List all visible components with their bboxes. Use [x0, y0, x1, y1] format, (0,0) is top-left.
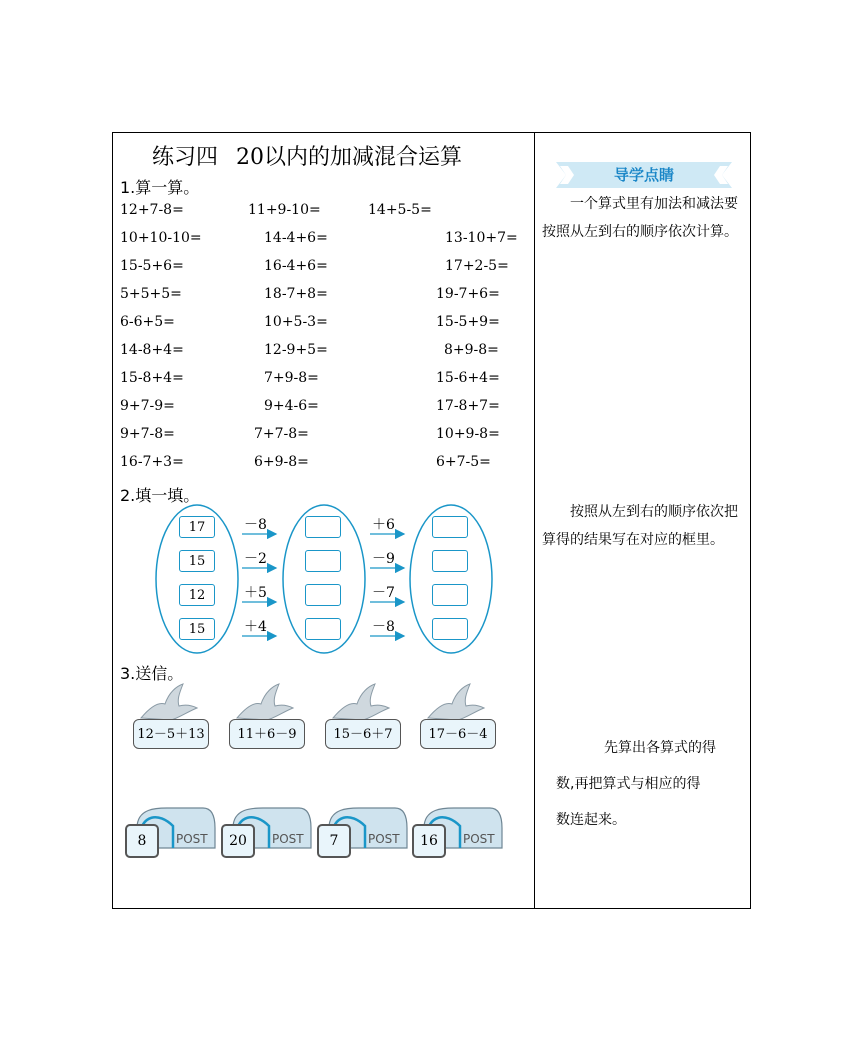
post-label: POST: [176, 832, 208, 846]
operation-label-1: ＋4: [244, 619, 267, 635]
start-number-box: 15: [179, 550, 215, 572]
start-number-box: 12: [179, 584, 215, 606]
post-label: POST: [272, 832, 304, 846]
section3-heading: 3.送信。: [120, 664, 184, 683]
guide-note-2-text: 按照从左到右的顺序依次把算得的结果写在对应的框里。: [542, 504, 738, 548]
operation-label-1: ＋5: [244, 585, 267, 601]
title-number: 20: [236, 145, 265, 170]
equation-item: 15-6+4=: [436, 370, 500, 386]
equation-item: 19-7+6=: [436, 286, 500, 302]
post-label: POST: [463, 832, 495, 846]
operation-label-1: －2: [244, 551, 267, 567]
guide-note-3-line1: 先算出各算式的得: [604, 740, 716, 756]
equation-item: 10+10-10=: [120, 230, 202, 246]
equation-item: 6+9-8=: [254, 454, 309, 470]
operation-label-2: ＋6: [372, 517, 395, 533]
guide-note-1: [542, 190, 742, 246]
post-label: POST: [368, 832, 400, 846]
mailbox-number[interactable]: 8: [125, 824, 159, 858]
equation-item: 10+5-3=: [264, 314, 328, 330]
equation-item: 5+5+5=: [120, 286, 182, 302]
equation-item: 12-9+5=: [264, 342, 328, 358]
guide-note-2: [542, 498, 742, 554]
equation-item: 15-5+9=: [436, 314, 500, 330]
operation-label-2: －7: [372, 585, 395, 601]
guide-banner-text: 导学点睛: [613, 166, 674, 184]
equation-item: 17+2-5=: [445, 258, 509, 274]
equation-item: 14-8+4=: [120, 342, 184, 358]
equation-item: 10+9-8=: [436, 426, 500, 442]
equation-item: 14-4+6=: [264, 230, 328, 246]
operation-label-2: －9: [372, 551, 395, 567]
title-rest: 以内的加减混合运算: [264, 145, 463, 170]
guide-note-3: [542, 730, 742, 838]
equation-item: 16-4+6=: [264, 258, 328, 274]
operation-label-2: －8: [372, 619, 395, 635]
operation-label-1: －8: [244, 517, 267, 533]
equation-item: 18-7+8=: [264, 286, 328, 302]
dove-icon: [141, 684, 197, 720]
mailbox-number[interactable]: 16: [412, 824, 446, 858]
section2-heading: 2.填一填。: [120, 486, 200, 505]
equation-item: 17-8+7=: [436, 398, 500, 414]
equation-item: 7+9-8=: [264, 370, 319, 386]
guide-note-3-line2: 数,再把算式与相应的得: [556, 776, 701, 792]
letter-expression[interactable]: 12－5＋13: [133, 719, 209, 749]
section1-heading: 1.算一算。: [120, 178, 200, 197]
equation-item: 8+9-8=: [444, 342, 499, 358]
equation-item: 15-8+4=: [120, 370, 184, 386]
start-number-box: 17: [179, 516, 215, 538]
letter-expression[interactable]: 17－6－4: [420, 719, 496, 749]
equation-item: 6+7-5=: [436, 454, 491, 470]
equation-item: 15-5+6=: [120, 258, 184, 274]
mailbox-number[interactable]: 7: [317, 824, 351, 858]
title-prefix: 练习四: [152, 145, 219, 170]
equation-item: 9+4-6=: [264, 398, 319, 414]
equation-item: 9+7-9=: [120, 398, 175, 414]
equation-item: 9+7-8=: [120, 426, 175, 442]
dove-icon: [428, 684, 484, 720]
letter-expression[interactable]: 15－6＋7: [325, 719, 401, 749]
equation-item: 16-7+3=: [120, 454, 184, 470]
equation-item: 7+7-8=: [254, 426, 309, 442]
guide-note-1-text: 一个算式里有加法和减法要按照从左到右的顺序依次计算。: [542, 196, 738, 240]
start-number-box: 15: [179, 618, 215, 640]
equation-item: 13-10+7=: [445, 230, 518, 246]
equation-item: 14+5-5=: [368, 202, 432, 218]
dove-icon: [333, 684, 389, 720]
dove-icon: [237, 684, 293, 720]
letter-expression[interactable]: 11＋6－9: [229, 719, 305, 749]
mailbox-number[interactable]: 20: [221, 824, 255, 858]
equation-item: 6-6+5=: [120, 314, 175, 330]
guide-note-3-line3: 数连起来。: [556, 812, 626, 828]
equation-item: 12+7-8=: [120, 202, 184, 218]
equation-item: 11+9-10=: [248, 202, 321, 218]
